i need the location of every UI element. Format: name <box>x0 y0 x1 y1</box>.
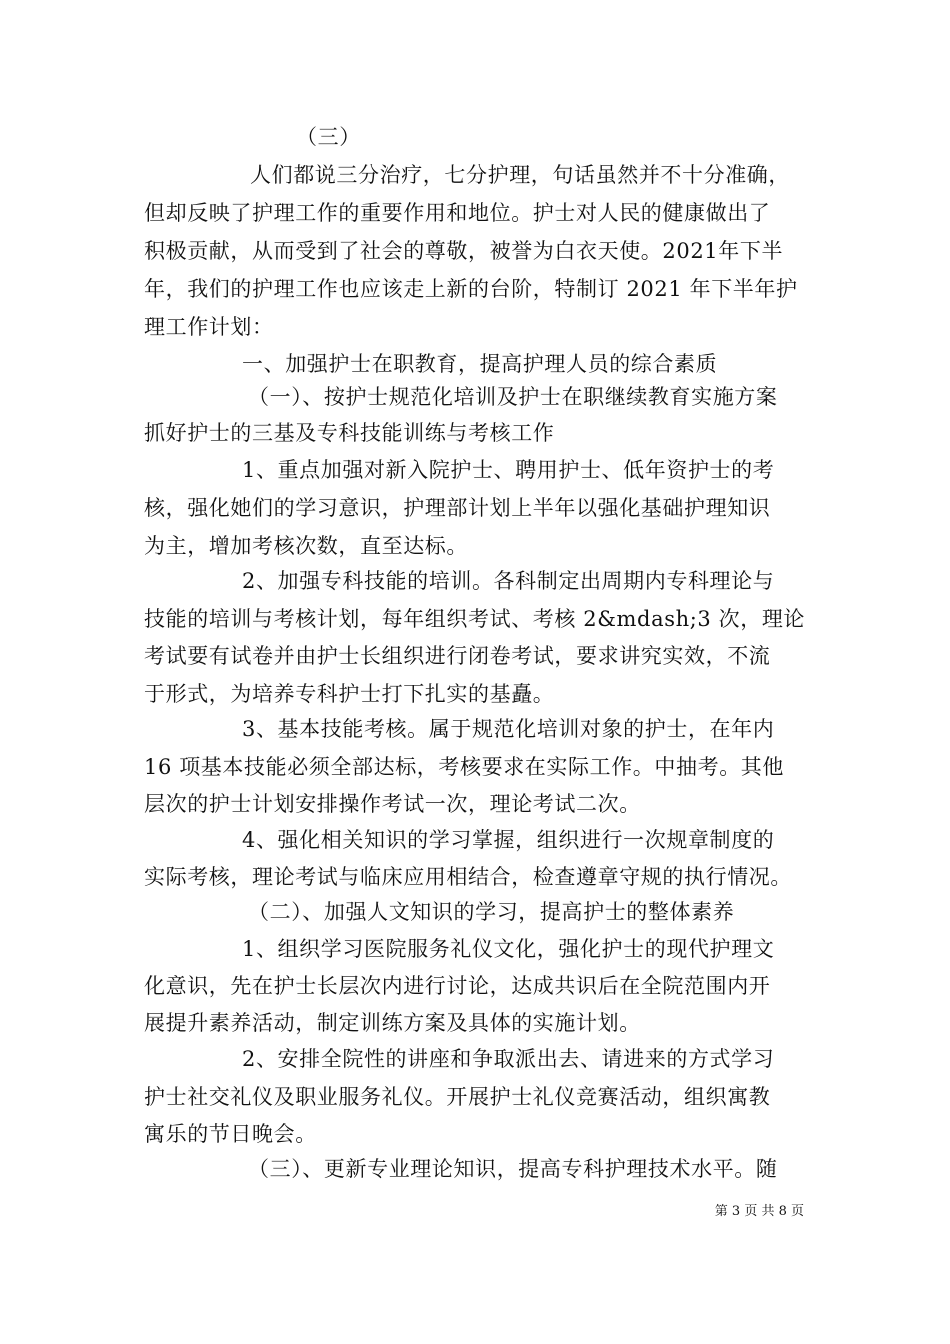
text-line: 16 项基本技能必须全部达标，考核要求在实际工作。中抽考。其他 <box>144 755 784 779</box>
text-line: 考试要有试卷并由护士长组织进行闭卷考试，要求讲究实效，不流 <box>144 644 771 668</box>
text-line: 护士社交礼仪及职业服务礼仪。开展护士礼仪竞赛活动，组织寓教 <box>144 1085 771 1109</box>
text-line: 4、强化相关知识的学习掌握，组织进行一次规章制度的 <box>242 828 775 852</box>
text-line: 2、安排全院性的讲座和争取派出去、请进来的方式学习 <box>242 1047 775 1071</box>
text-line: （三）、更新专业理论知识，提高专科护理技术水平。随 <box>248 1157 778 1181</box>
section-heading: （三） <box>296 125 361 149</box>
text-line: 寓乐的节日晚会。 <box>144 1122 317 1146</box>
subheading-line: 一、加强护士在职教育，提高护理人员的综合素质 <box>242 352 718 376</box>
text-line: 展提升素养活动，制定训练方案及具体的实施计划。 <box>144 1011 641 1035</box>
text-line: 2、加强专科技能的培训。各科制定出周期内专科理论与 <box>242 569 775 593</box>
text-line: 理工作计划： <box>144 315 274 339</box>
text-line: 人们都说三分治疗，七分护理，句话虽然并不十分准确， <box>250 163 790 187</box>
text-line: 1、组织学习医院服务礼仪文化，强化护士的现代护理文 <box>242 937 775 961</box>
page-number-footer: 第 3 页 共 8 页 <box>714 1204 804 1219</box>
text-line: 1、重点加强对新入院护士、聘用护士、低年资护士的考 <box>242 458 775 482</box>
text-line: 为主，增加考核次数，直至达标。 <box>144 534 468 558</box>
text-line: （一）、按护士规范化培训及护士在职继续教育实施方案 <box>248 385 778 409</box>
text-line: 于形式，为培养专科护士打下扎实的基矗。 <box>144 682 555 706</box>
text-line: 年，我们的护理工作也应该走上新的台阶，特制订 2021 年下半年护 <box>144 277 798 301</box>
text-line: 积极贡献，从而受到了社会的尊敬，被誉为白衣天使。2021年下半 <box>144 239 784 263</box>
text-line: 3、基本技能考核。属于规范化培训对象的护士，在年内 <box>242 717 775 741</box>
text-line: 实际考核，理论考试与临床应用相结合，检查遵章守规的执行情况。 <box>144 865 792 889</box>
text-line: 但却反映了护理工作的重要作用和地位。护士对人民的健康做出了 <box>144 201 771 225</box>
text-line: 化意识，先在护士长层次内进行讨论，达成共识后在全院范围内开 <box>144 974 771 998</box>
text-line: 抓好护士的三基及专科技能训练与考核工作 <box>144 421 555 445</box>
subheading-line: （二）、加强人文知识的学习，提高护士的整体素养 <box>248 900 735 924</box>
text-line: 层次的护士计划安排操作考试一次，理论考试二次。 <box>144 792 641 816</box>
text-line: 技能的培训与考核计划，每年组织考试、考核 2&mdash;3 次，理论 <box>144 607 806 631</box>
text-line: 核，强化她们的学习意识，护理部计划上半年以强化基础护理知识 <box>144 496 771 520</box>
